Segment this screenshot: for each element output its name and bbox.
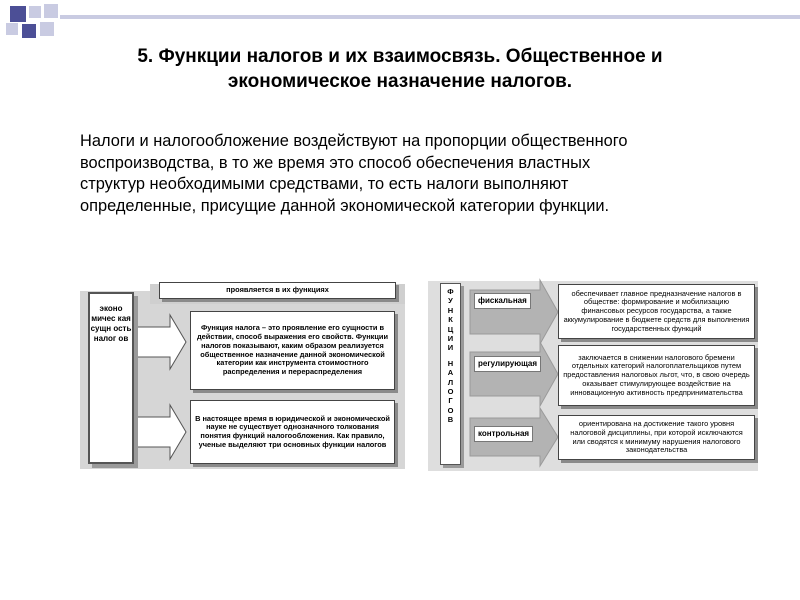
control-function-label: контрольная (474, 426, 533, 442)
function-definition-box: Функция налога – это проявление его сущности в действии, способ выражения его свойств. Функции налогов показывают, каким образом реализуется общественное назначение данной экономической категории как инструмента стоимостного распределения и перераспределения (190, 311, 395, 390)
fiscal-arrow (470, 280, 558, 344)
body-line: воспроизводства, в то же время это способ обеспечения властных (80, 153, 591, 172)
regulatory-arrow (470, 342, 558, 406)
body-line: определенные, присущие данной экономической категории функции. (80, 196, 610, 215)
body-line: Налоги и налогообложение воздействуют на пропорции общественного (80, 132, 628, 150)
title-line: экономическое назначение налогов. (227, 71, 573, 92)
tax-functions-vertical-label: Ф У Н К Ц И И Н А Л О Г О В (440, 283, 461, 465)
fiscal-function-label: фискальная (474, 293, 531, 309)
fiscal-function-description: обеспечивает главное предназначение налогов в обществе: формирование и мобилизацию финансовых ресурсов государства, а также аккумулирование в бюджете средств для выполнения государственных функций (558, 284, 755, 339)
three-functions-box: В настоящее время в юридической и экономической науке не существует однозначного толкования понятия функций налогообложения. Как правило, ученые выделяют три основных функции налогов (190, 400, 395, 464)
control-function-description: ориентирована на достижение такого уровня налоговой дисциплины, при которой исключаются или сводятся к минимуму нарушения налогового законодательства (558, 415, 755, 460)
essence-of-taxes-label: эконо мичес кая сущн ость налог ов (88, 292, 134, 464)
manifests-in-functions-box: проявляется в их функциях (159, 282, 396, 299)
body-line: структур необходимыми средствами, то есть налоги выполняют (80, 175, 569, 193)
regulatory-function-label: регулирующая (474, 356, 541, 372)
regulatory-function-description: заключается в снижении налогового бремени отдельных категорий налогоплательщиков путем предоставления налоговых льгот, что, в свою очередь оказывает стимулирующее воздействие на инновационную активность предпринимательства (558, 345, 755, 406)
title-line: 5. Функции налогов и их взаимосвязь. Общественное и (137, 46, 663, 67)
